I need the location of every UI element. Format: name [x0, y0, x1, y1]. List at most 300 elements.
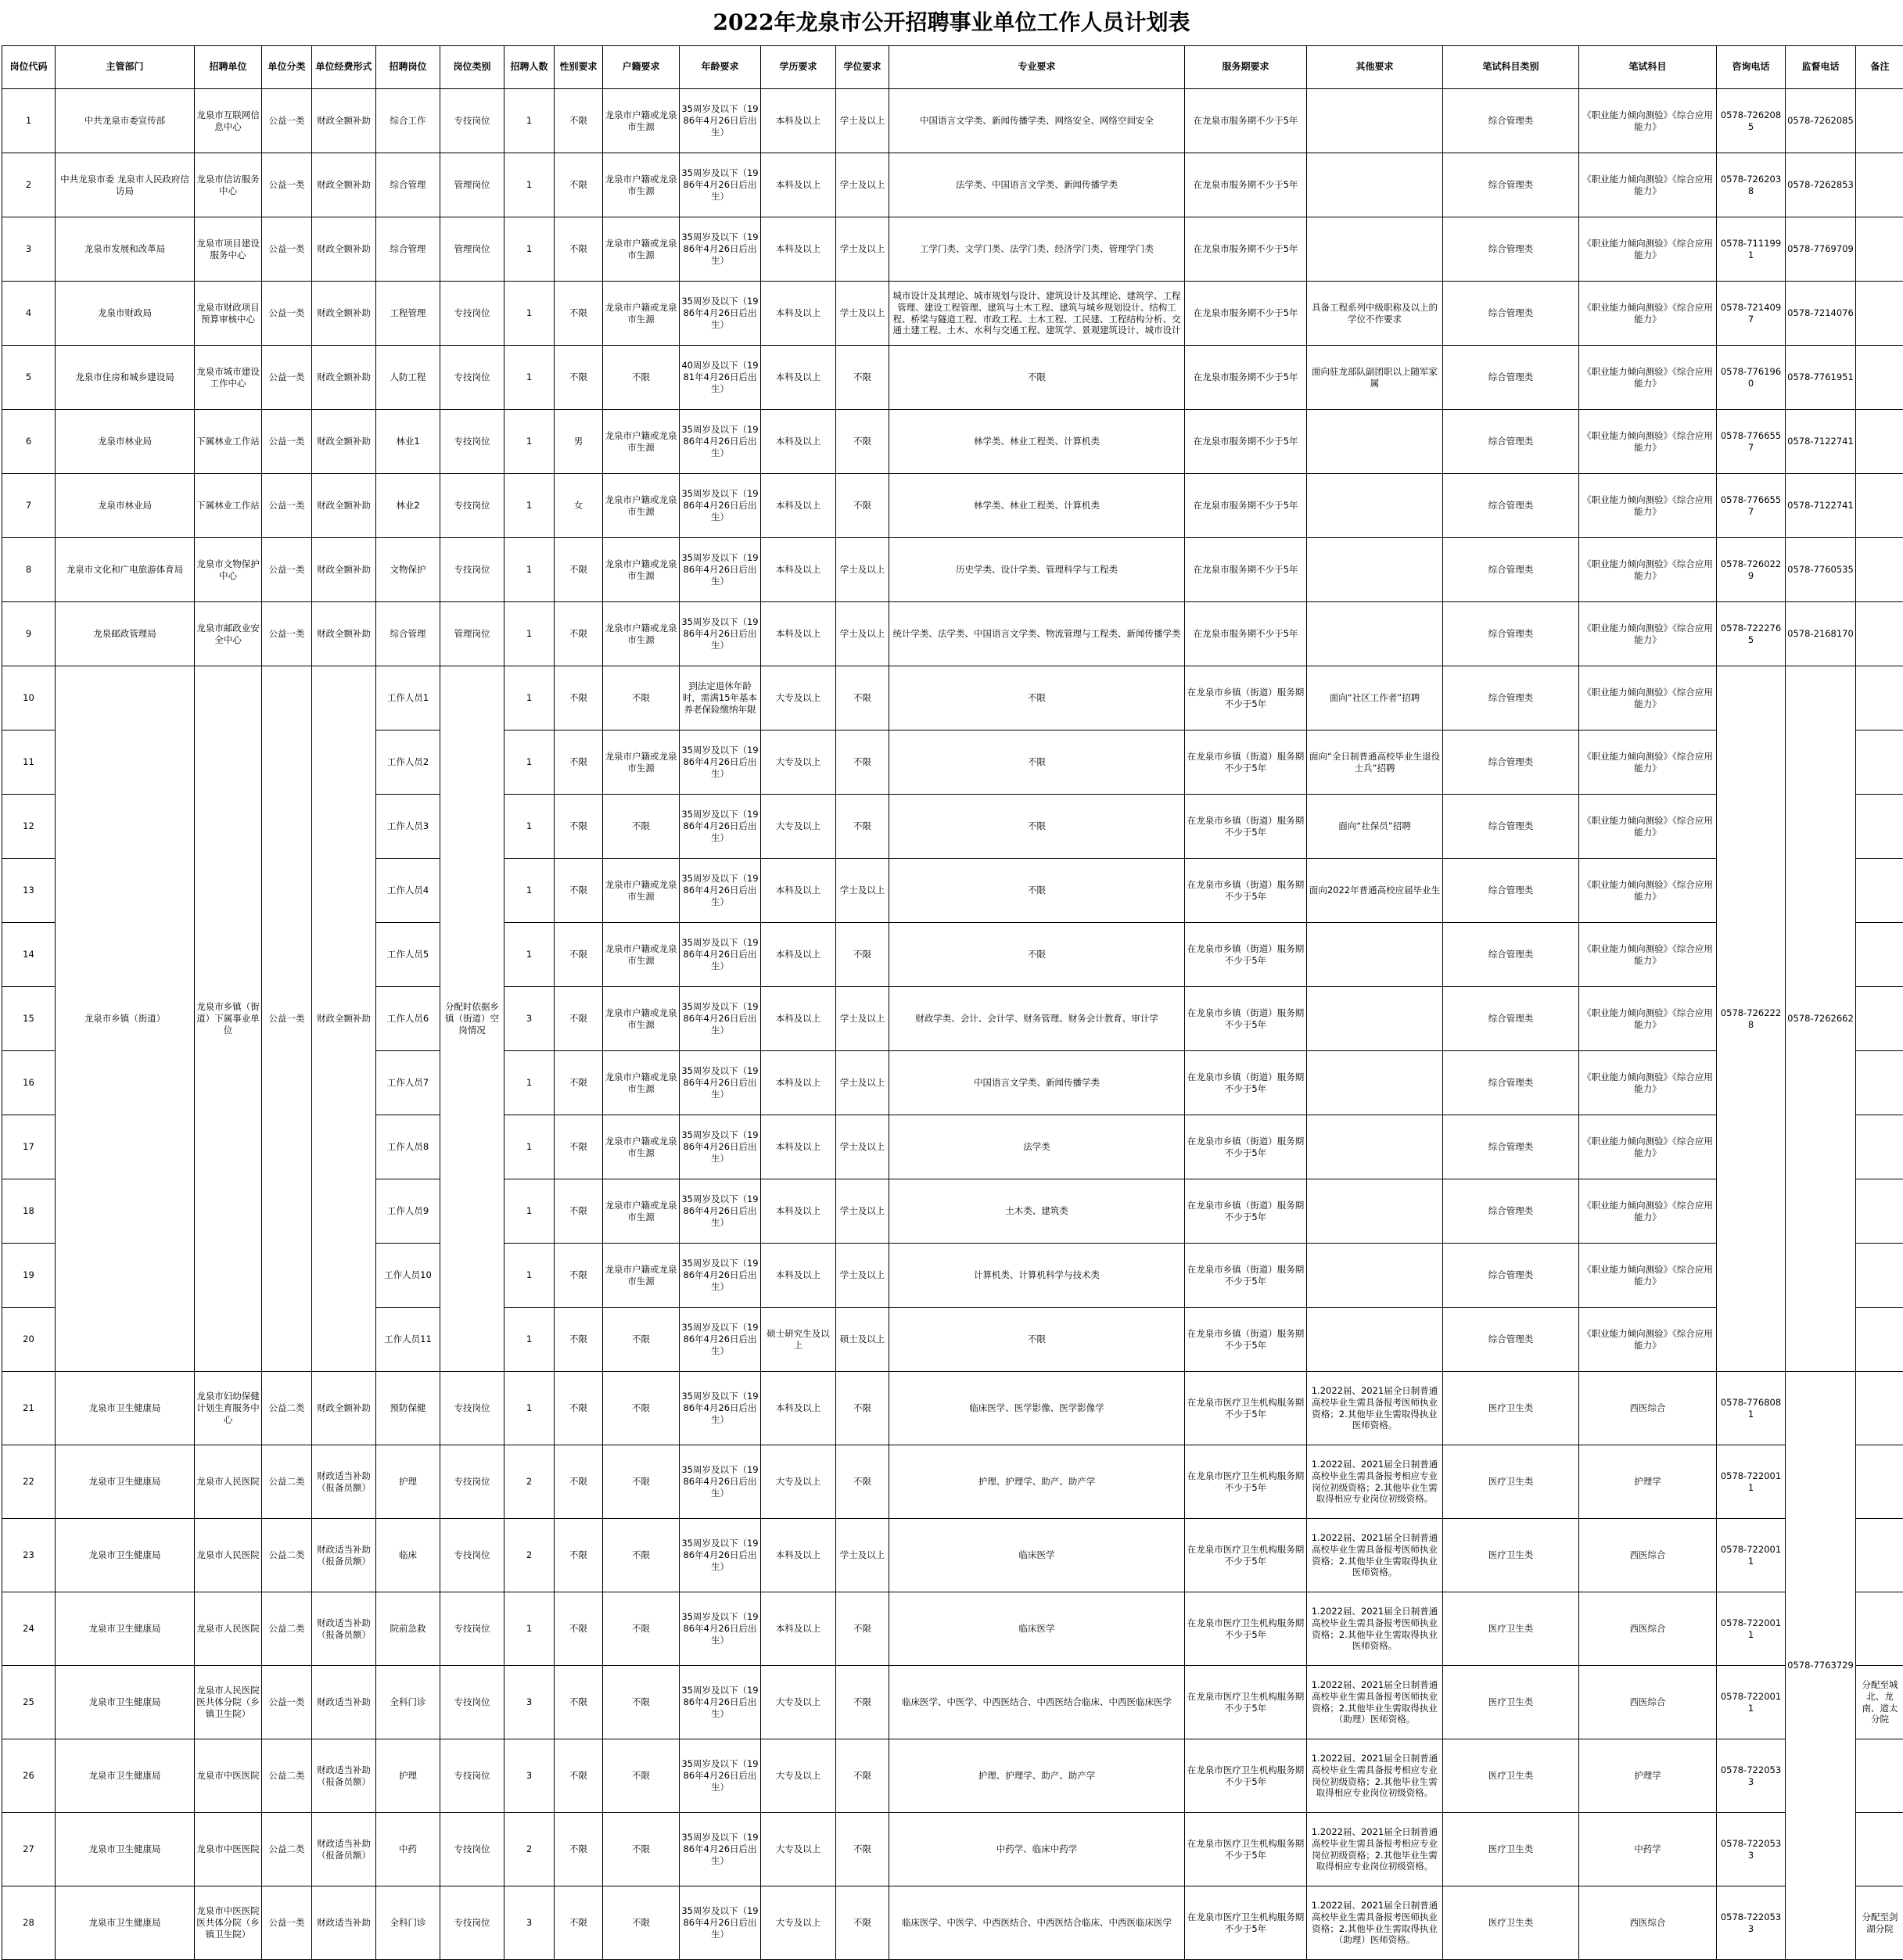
cell-fund: 财政适当补助（报备员额） — [312, 1739, 376, 1813]
cell-other — [1307, 1179, 1443, 1244]
cell-age: 35周岁及以下（1986年4月26日后出生） — [680, 795, 761, 859]
cell-supervision: 0578-2168170 — [1786, 602, 1856, 666]
cell-note — [1856, 538, 1903, 602]
cell-service: 在龙泉市乡镇（街道）服务期不少于5年 — [1185, 987, 1307, 1051]
cell-note — [1856, 1051, 1903, 1115]
cell-post: 人防工程 — [376, 346, 440, 410]
cell-post: 工作人员5 — [376, 923, 440, 987]
cell-post: 全科门诊 — [376, 1886, 440, 1960]
cell-service: 在龙泉市服务期不少于5年 — [1185, 89, 1307, 153]
cell-note — [1856, 153, 1903, 217]
col-header: 年龄要求 — [680, 46, 761, 89]
cell-degree: 学士及以上 — [836, 987, 889, 1051]
cell-household: 不限 — [603, 1886, 680, 1960]
cell-exam-category: 医疗卫生类 — [1443, 1372, 1579, 1445]
cell-education: 本科及以上 — [761, 1115, 836, 1179]
cell-household: 龙泉市户籍或龙泉市生源 — [603, 153, 680, 217]
cell-education: 大专及以上 — [761, 1813, 836, 1886]
cell-exam-category: 综合管理类 — [1443, 1115, 1579, 1179]
cell-age: 35周岁及以下（1986年4月26日后出生） — [680, 1666, 761, 1739]
cell-phone: 0578-7220011 — [1717, 1666, 1786, 1739]
cell-education: 本科及以上 — [761, 923, 836, 987]
cell-education: 大专及以上 — [761, 666, 836, 731]
cell-count: 1 — [504, 731, 555, 795]
cell-dept: 龙泉市卫生健康局 — [56, 1739, 195, 1813]
cell-exam: 《职业能力倾向测验》《综合应用能力》 — [1579, 282, 1717, 346]
cell-degree: 不限 — [836, 923, 889, 987]
cell-phone: 0578-7766557 — [1717, 410, 1786, 474]
cell-count: 3 — [504, 1739, 555, 1813]
col-header: 笔试科目 — [1579, 46, 1717, 89]
cell-class: 公益一类 — [262, 1666, 312, 1739]
cell-major: 临床医学 — [889, 1592, 1185, 1666]
cell-phone: 0578-7260229 — [1717, 538, 1786, 602]
cell-code: 7 — [2, 474, 56, 538]
cell-note — [1856, 1244, 1903, 1308]
cell-post-type: 专技岗位 — [440, 1739, 504, 1813]
cell-class: 公益一类 — [262, 410, 312, 474]
cell-exam: 《职业能力倾向测验》《综合应用能力》 — [1579, 538, 1717, 602]
cell-education: 大专及以上 — [761, 1666, 836, 1739]
cell-post: 中药 — [376, 1813, 440, 1886]
cell-other: 1.2022届、2021届全日制普通高校毕业生需具备报考医师执业资格；2.其他毕业生需取得执业医师资格。 — [1307, 1372, 1443, 1445]
cell-note: 分配至剑湖分院 — [1856, 1886, 1903, 1960]
table-row — [2, 474, 1903, 538]
cell-age: 35周岁及以下（1986年4月26日后出生） — [680, 859, 761, 923]
cell-age: 35周岁及以下（1986年4月26日后出生） — [680, 923, 761, 987]
table-body — [2, 89, 1903, 1960]
cell-unit: 龙泉市乡镇（街道）下属事业单位 — [195, 666, 262, 1372]
cell-unit: 龙泉市人民医院医共体分院（乡镇卫生院） — [195, 1666, 262, 1739]
cell-gender: 不限 — [555, 859, 603, 923]
cell-age: 35周岁及以下（1986年4月26日后出生） — [680, 1739, 761, 1813]
cell-major: 统计学类、法学类、中国语言文学类、物流管理与工程类、新闻传播学类 — [889, 602, 1185, 666]
table-row — [2, 1739, 1903, 1813]
cell-degree: 不限 — [836, 1666, 889, 1739]
cell-major: 不限 — [889, 731, 1185, 795]
cell-household: 龙泉市户籍或龙泉市生源 — [603, 923, 680, 987]
cell-exam: 西医综合 — [1579, 1886, 1717, 1960]
cell-unit: 龙泉市中医医院 — [195, 1813, 262, 1886]
table-row — [2, 538, 1903, 602]
cell-unit: 下属林业工作站 — [195, 410, 262, 474]
cell-household: 龙泉市户籍或龙泉市生源 — [603, 1244, 680, 1308]
cell-post-type: 专技岗位 — [440, 474, 504, 538]
cell-count: 1 — [504, 1372, 555, 1445]
header-row — [2, 46, 1903, 89]
cell-post: 工作人员7 — [376, 1051, 440, 1115]
cell-code: 26 — [2, 1739, 56, 1813]
cell-degree: 不限 — [836, 795, 889, 859]
cell-major: 临床医学、中医学、中西医结合、中西医结合临床、中西医临床医学 — [889, 1886, 1185, 1960]
cell-major: 临床医学、中医学、中西医结合、中西医结合临床、中西医临床医学 — [889, 1666, 1185, 1739]
cell-service: 在龙泉市医疗卫生机构服务期不少于5年 — [1185, 1445, 1307, 1519]
cell-dept: 龙泉市乡镇（街道） — [56, 666, 195, 1372]
cell-count: 3 — [504, 1666, 555, 1739]
cell-age: 35周岁及以下（1986年4月26日后出生） — [680, 1813, 761, 1886]
cell-class: 公益一类 — [262, 666, 312, 1372]
cell-major: 工学门类、文学门类、法学门类、经济学门类、管理学门类 — [889, 217, 1185, 282]
cell-note — [1856, 410, 1903, 474]
cell-education: 本科及以上 — [761, 602, 836, 666]
cell-service: 在龙泉市医疗卫生机构服务期不少于5年 — [1185, 1739, 1307, 1813]
cell-exam: 《职业能力倾向测验》《综合应用能力》 — [1579, 1308, 1717, 1372]
cell-household: 不限 — [603, 1308, 680, 1372]
cell-service: 在龙泉市乡镇（街道）服务期不少于5年 — [1185, 1115, 1307, 1179]
cell-post: 林业2 — [376, 474, 440, 538]
cell-class: 公益一类 — [262, 538, 312, 602]
cell-exam-category: 综合管理类 — [1443, 410, 1579, 474]
cell-degree: 学士及以上 — [836, 89, 889, 153]
cell-exam: 《职业能力倾向测验》《综合应用能力》 — [1579, 410, 1717, 474]
cell-education: 本科及以上 — [761, 282, 836, 346]
col-header: 性别要求 — [555, 46, 603, 89]
cell-post-type: 专技岗位 — [440, 1666, 504, 1739]
cell-phone: 0578-7262228 — [1717, 666, 1786, 1372]
cell-exam-category: 综合管理类 — [1443, 731, 1579, 795]
cell-age: 35周岁及以下（1986年4月26日后出生） — [680, 1445, 761, 1519]
cell-post-type: 专技岗位 — [440, 538, 504, 602]
cell-count: 1 — [504, 666, 555, 731]
cell-age: 到法定退休年龄时，需满15年基本养老保险缴纳年限 — [680, 666, 761, 731]
cell-code: 3 — [2, 217, 56, 282]
cell-exam-category: 综合管理类 — [1443, 602, 1579, 666]
cell-post-type: 专技岗位 — [440, 89, 504, 153]
cell-education: 本科及以上 — [761, 859, 836, 923]
cell-fund: 财政适当补助 — [312, 1886, 376, 1960]
cell-post-type: 管理岗位 — [440, 217, 504, 282]
cell-other: 1.2022届、2021届全日制普通高校毕业生需具备报考医师执业资格；2.其他毕业生需取得执业（助理）医师资格。 — [1307, 1666, 1443, 1739]
cell-exam: 《职业能力倾向测验》《综合应用能力》 — [1579, 1244, 1717, 1308]
cell-major: 土木类、建筑类 — [889, 1179, 1185, 1244]
cell-count: 1 — [504, 474, 555, 538]
cell-degree: 学士及以上 — [836, 602, 889, 666]
cell-unit: 龙泉市邮政业安全中心 — [195, 602, 262, 666]
cell-count: 1 — [504, 153, 555, 217]
cell-code: 15 — [2, 987, 56, 1051]
cell-exam-category: 综合管理类 — [1443, 1179, 1579, 1244]
cell-exam-category: 综合管理类 — [1443, 987, 1579, 1051]
cell-post: 全科门诊 — [376, 1666, 440, 1739]
cell-age: 35周岁及以下（1986年4月26日后出生） — [680, 1372, 761, 1445]
cell-exam-category: 综合管理类 — [1443, 859, 1579, 923]
cell-service: 在龙泉市乡镇（街道）服务期不少于5年 — [1185, 731, 1307, 795]
cell-dept: 龙泉市卫生健康局 — [56, 1592, 195, 1666]
cell-class: 公益一类 — [262, 89, 312, 153]
cell-exam: 中药学 — [1579, 1813, 1717, 1886]
cell-education: 大专及以上 — [761, 1445, 836, 1519]
cell-count: 1 — [504, 1179, 555, 1244]
cell-service: 在龙泉市乡镇（街道）服务期不少于5年 — [1185, 923, 1307, 987]
cell-gender: 不限 — [555, 1244, 603, 1308]
cell-age: 35周岁及以下（1986年4月26日后出生） — [680, 1592, 761, 1666]
cell-post: 临床 — [376, 1519, 440, 1592]
cell-service: 在龙泉市医疗卫生机构服务期不少于5年 — [1185, 1886, 1307, 1960]
cell-household: 龙泉市户籍或龙泉市生源 — [603, 602, 680, 666]
cell-major: 不限 — [889, 1308, 1185, 1372]
cell-class: 公益一类 — [262, 153, 312, 217]
col-header: 岗位代码 — [2, 46, 56, 89]
cell-post: 护理 — [376, 1739, 440, 1813]
cell-code: 18 — [2, 1179, 56, 1244]
cell-gender: 不限 — [555, 217, 603, 282]
cell-code: 8 — [2, 538, 56, 602]
cell-degree: 不限 — [836, 666, 889, 731]
cell-unit: 龙泉市信访服务中心 — [195, 153, 262, 217]
cell-fund: 财政适当补助 — [312, 1666, 376, 1739]
cell-service: 在龙泉市乡镇（街道）服务期不少于5年 — [1185, 1244, 1307, 1308]
col-header: 招聘单位 — [195, 46, 262, 89]
cell-other: 面向“社区工作者”招聘 — [1307, 666, 1443, 731]
cell-dept: 龙泉市林业局 — [56, 410, 195, 474]
cell-code: 28 — [2, 1886, 56, 1960]
cell-age: 35周岁及以下（1986年4月26日后出生） — [680, 217, 761, 282]
cell-exam: 《职业能力倾向测验》《综合应用能力》 — [1579, 731, 1717, 795]
table-row — [2, 1519, 1903, 1592]
cell-exam: 西医综合 — [1579, 1372, 1717, 1445]
cell-exam-category: 医疗卫生类 — [1443, 1666, 1579, 1739]
cell-count: 1 — [504, 1244, 555, 1308]
cell-note — [1856, 795, 1903, 859]
cell-age: 35周岁及以下（1986年4月26日后出生） — [680, 1308, 761, 1372]
cell-other: 1.2022届、2021届全日制普通高校毕业生需具备报考相应专业岗位初级资格；2.其他毕业生需取得相应专业岗位初级资格。 — [1307, 1813, 1443, 1886]
cell-dept: 龙泉市发展和改革局 — [56, 217, 195, 282]
cell-class: 公益二类 — [262, 1739, 312, 1813]
cell-other — [1307, 602, 1443, 666]
table-row — [2, 153, 1903, 217]
col-header: 学历要求 — [761, 46, 836, 89]
cell-household: 龙泉市户籍或龙泉市生源 — [603, 1179, 680, 1244]
cell-code: 21 — [2, 1372, 56, 1445]
cell-major: 护理、护理学、助产、助产学 — [889, 1739, 1185, 1813]
cell-degree: 学士及以上 — [836, 217, 889, 282]
cell-age: 35周岁及以下（1986年4月26日后出生） — [680, 1519, 761, 1592]
cell-note — [1856, 1308, 1903, 1372]
cell-exam: 《职业能力倾向测验》《综合应用能力》 — [1579, 666, 1717, 731]
cell-other — [1307, 923, 1443, 987]
cell-other — [1307, 89, 1443, 153]
recruitment-table — [2, 45, 1903, 1960]
cell-other — [1307, 1115, 1443, 1179]
cell-note — [1856, 1179, 1903, 1244]
cell-degree: 学士及以上 — [836, 1244, 889, 1308]
cell-service: 在龙泉市乡镇（街道）服务期不少于5年 — [1185, 1179, 1307, 1244]
col-header: 咨询电话 — [1717, 46, 1786, 89]
cell-phone: 0578-7222765 — [1717, 602, 1786, 666]
cell-post-type: 专技岗位 — [440, 282, 504, 346]
col-header: 服务期要求 — [1185, 46, 1307, 89]
cell-count: 1 — [504, 923, 555, 987]
cell-class: 公益一类 — [262, 346, 312, 410]
cell-household: 龙泉市户籍或龙泉市生源 — [603, 1115, 680, 1179]
cell-exam: 《职业能力倾向测验》《综合应用能力》 — [1579, 795, 1717, 859]
col-header: 备注 — [1856, 46, 1903, 89]
cell-note — [1856, 217, 1903, 282]
cell-exam: 《职业能力倾向测验》《综合应用能力》 — [1579, 1115, 1717, 1179]
cell-phone: 0578-7220533 — [1717, 1739, 1786, 1813]
cell-unit: 龙泉市中医医院 — [195, 1739, 262, 1813]
cell-service: 在龙泉市服务期不少于5年 — [1185, 538, 1307, 602]
cell-degree: 学士及以上 — [836, 1179, 889, 1244]
cell-phone: 0578-7220533 — [1717, 1886, 1786, 1960]
cell-household: 不限 — [603, 1739, 680, 1813]
cell-code: 23 — [2, 1519, 56, 1592]
cell-count: 1 — [504, 1051, 555, 1115]
cell-phone: 0578-7111991 — [1717, 217, 1786, 282]
col-header: 单位经费形式 — [312, 46, 376, 89]
cell-post-type: 管理岗位 — [440, 602, 504, 666]
cell-fund: 财政全额补助 — [312, 153, 376, 217]
cell-dept: 龙泉市卫生健康局 — [56, 1445, 195, 1519]
cell-code: 27 — [2, 1813, 56, 1886]
cell-code: 14 — [2, 923, 56, 987]
cell-household: 龙泉市户籍或龙泉市生源 — [603, 538, 680, 602]
cell-household: 龙泉市户籍或龙泉市生源 — [603, 859, 680, 923]
cell-education: 大专及以上 — [761, 1886, 836, 1960]
cell-note: 分配至城北、龙南、道太分院 — [1856, 1666, 1903, 1739]
cell-household: 不限 — [603, 1519, 680, 1592]
cell-household: 龙泉市户籍或龙泉市生源 — [603, 410, 680, 474]
cell-gender: 不限 — [555, 987, 603, 1051]
cell-gender: 不限 — [555, 1115, 603, 1179]
cell-service: 在龙泉市服务期不少于5年 — [1185, 282, 1307, 346]
cell-post-type: 专技岗位 — [440, 1592, 504, 1666]
cell-note — [1856, 1372, 1903, 1445]
cell-exam: 《职业能力倾向测验》《综合应用能力》 — [1579, 1051, 1717, 1115]
cell-unit: 龙泉市人民医院 — [195, 1519, 262, 1592]
cell-exam-category: 综合管理类 — [1443, 89, 1579, 153]
cell-code: 22 — [2, 1445, 56, 1519]
cell-gender: 不限 — [555, 923, 603, 987]
cell-exam: 《职业能力倾向测验》《综合应用能力》 — [1579, 346, 1717, 410]
cell-other: 面向“全日制普通高校毕业生退役士兵”招聘 — [1307, 731, 1443, 795]
cell-age: 35周岁及以下（1986年4月26日后出生） — [680, 1115, 761, 1179]
cell-unit: 龙泉市城市建设工作中心 — [195, 346, 262, 410]
cell-exam-category: 医疗卫生类 — [1443, 1739, 1579, 1813]
cell-household: 龙泉市户籍或龙泉市生源 — [603, 987, 680, 1051]
cell-household: 不限 — [603, 346, 680, 410]
cell-degree: 学士及以上 — [836, 538, 889, 602]
cell-post-type: 专技岗位 — [440, 1519, 504, 1592]
cell-count: 1 — [504, 795, 555, 859]
cell-note — [1856, 731, 1903, 795]
cell-count: 1 — [504, 1308, 555, 1372]
cell-major: 城市设计及其理论、城市规划与设计、建筑设计及其理论、建筑学、工程管理、建设工程管理、建筑与土木工程、建筑与城乡规划设计、结构工程、桥梁与隧道工程、市政工程、土木工程、工民建、工程结构分析、交通土建工程、土木、水利与交通工程、建筑学、景观建筑设计、城市设计 — [889, 282, 1185, 346]
cell-major: 不限 — [889, 666, 1185, 731]
cell-unit: 龙泉市人民医院 — [195, 1592, 262, 1666]
col-header: 主管部门 — [56, 46, 195, 89]
cell-degree: 学士及以上 — [836, 282, 889, 346]
col-header: 招聘岗位 — [376, 46, 440, 89]
cell-service: 在龙泉市医疗卫生机构服务期不少于5年 — [1185, 1519, 1307, 1592]
col-header: 招聘人数 — [504, 46, 555, 89]
cell-exam: 《职业能力倾向测验》《综合应用能力》 — [1579, 1179, 1717, 1244]
cell-degree: 不限 — [836, 731, 889, 795]
cell-gender: 不限 — [555, 1519, 603, 1592]
cell-code: 11 — [2, 731, 56, 795]
cell-code: 25 — [2, 1666, 56, 1739]
cell-note — [1856, 859, 1903, 923]
cell-count: 1 — [504, 89, 555, 153]
cell-major: 不限 — [889, 346, 1185, 410]
cell-service: 在龙泉市服务期不少于5年 — [1185, 153, 1307, 217]
cell-household: 龙泉市户籍或龙泉市生源 — [603, 217, 680, 282]
cell-exam: 西医综合 — [1579, 1666, 1717, 1739]
col-header: 专业要求 — [889, 46, 1185, 89]
cell-age: 35周岁及以下（1986年4月26日后出生） — [680, 1244, 761, 1308]
cell-dept: 龙泉市卫生健康局 — [56, 1666, 195, 1739]
cell-class: 公益二类 — [262, 1519, 312, 1592]
cell-count: 1 — [504, 217, 555, 282]
cell-post: 护理 — [376, 1445, 440, 1519]
col-header: 笔试科目类别 — [1443, 46, 1579, 89]
cell-note — [1856, 1739, 1903, 1813]
cell-class: 公益二类 — [262, 1445, 312, 1519]
cell-fund: 财政适当补助（报备员额） — [312, 1445, 376, 1519]
cell-gender: 不限 — [555, 666, 603, 731]
cell-post: 工程管理 — [376, 282, 440, 346]
cell-major: 临床医学 — [889, 1519, 1185, 1592]
cell-post: 工作人员8 — [376, 1115, 440, 1179]
cell-unit: 龙泉市文物保护中心 — [195, 538, 262, 602]
cell-major: 法学类、中国语言文学类、新闻传播学类 — [889, 153, 1185, 217]
cell-exam-category: 医疗卫生类 — [1443, 1886, 1579, 1960]
cell-major: 林学类、林业工程类、计算机类 — [889, 474, 1185, 538]
cell-class: 公益二类 — [262, 1372, 312, 1445]
cell-dept: 中共龙泉市委 龙泉市人民政府信访局 — [56, 153, 195, 217]
cell-code: 9 — [2, 602, 56, 666]
cell-degree: 不限 — [836, 1739, 889, 1813]
cell-code: 2 — [2, 153, 56, 217]
cell-note — [1856, 666, 1903, 731]
cell-age: 35周岁及以下（1986年4月26日后出生） — [680, 153, 761, 217]
col-header: 学位要求 — [836, 46, 889, 89]
cell-fund: 财政适当补助（报备员额） — [312, 1519, 376, 1592]
cell-degree: 学士及以上 — [836, 153, 889, 217]
cell-post: 工作人员10 — [376, 1244, 440, 1308]
cell-degree: 不限 — [836, 346, 889, 410]
cell-exam: 护理学 — [1579, 1445, 1717, 1519]
cell-dept: 龙泉市文化和广电旅游体育局 — [56, 538, 195, 602]
cell-major: 中药学、临床中药学 — [889, 1813, 1185, 1886]
cell-other: 1.2022届、2021届全日制普通高校毕业生需具备报考医师执业资格；2.其他毕业生需取得执业医师资格。 — [1307, 1519, 1443, 1592]
col-header: 户籍要求 — [603, 46, 680, 89]
cell-note — [1856, 987, 1903, 1051]
cell-major: 法学类 — [889, 1115, 1185, 1179]
cell-exam: 护理学 — [1579, 1739, 1717, 1813]
cell-exam-category: 综合管理类 — [1443, 795, 1579, 859]
cell-exam-category: 综合管理类 — [1443, 1244, 1579, 1308]
cell-supervision: 0578-7262085 — [1786, 89, 1856, 153]
cell-major: 临床医学、医学影像、医学影像学 — [889, 1372, 1185, 1445]
table-row — [2, 1372, 1903, 1445]
cell-other: 1.2022届、2021届全日制普通高校毕业生需具备报考医师执业资格；2.其他毕业生需取得执业医师资格。 — [1307, 1592, 1443, 1666]
cell-age: 35周岁及以下（1986年4月26日后出生） — [680, 1886, 761, 1960]
cell-dept: 龙泉市财政局 — [56, 282, 195, 346]
cell-exam-category: 综合管理类 — [1443, 666, 1579, 731]
cell-other — [1307, 987, 1443, 1051]
cell-post: 林业1 — [376, 410, 440, 474]
cell-education: 硕士研究生及以上 — [761, 1308, 836, 1372]
cell-major: 不限 — [889, 859, 1185, 923]
cell-service: 在龙泉市医疗卫生机构服务期不少于5年 — [1185, 1666, 1307, 1739]
cell-phone: 0578-7220011 — [1717, 1445, 1786, 1519]
cell-exam-category: 综合管理类 — [1443, 282, 1579, 346]
cell-count: 2 — [504, 1519, 555, 1592]
cell-degree: 学士及以上 — [836, 859, 889, 923]
cell-exam-category: 综合管理类 — [1443, 217, 1579, 282]
cell-unit: 龙泉市互联网信息中心 — [195, 89, 262, 153]
